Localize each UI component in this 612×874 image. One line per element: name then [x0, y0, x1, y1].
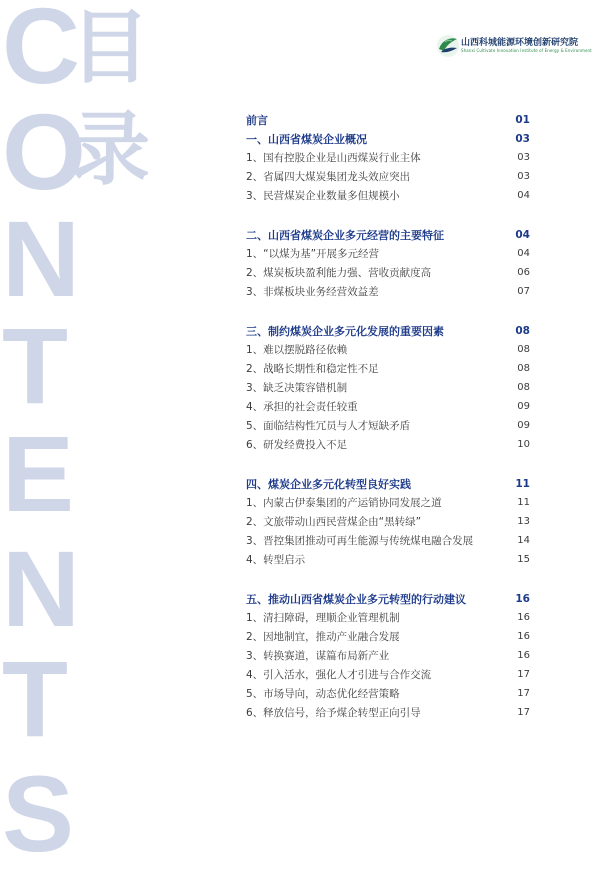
toc-item-label: 4、承担的社会责任较重 — [246, 401, 358, 413]
toc-section-3[interactable] — [246, 321, 530, 340]
toc-item-label: 1、“以煤为基”开展多元经营 — [246, 248, 380, 260]
toc-item-label: 6、研发经费投入不足 — [246, 439, 348, 451]
bg-letter-c: C — [2, 0, 80, 106]
bg-letter-s: S — [2, 753, 75, 874]
bg-letter-n2: N — [2, 528, 80, 649]
toc-section-title: 五、推动山西省煤炭企业多元转型的行动建议 — [246, 592, 466, 606]
toc-item[interactable] — [246, 148, 530, 167]
toc-item-label: 3、晋控集团推动可再生能源与传统煤电融合发展 — [246, 535, 474, 547]
toc-section-page: 04 — [515, 228, 530, 241]
toc-section-title: 二、山西省煤炭企业多元经营的主要特征 — [246, 228, 444, 242]
toc-item[interactable] — [246, 684, 530, 703]
toc-item-label: 3、非煤板块业务经营效益差 — [246, 286, 379, 298]
toc-item-page: 16 — [517, 631, 530, 642]
toc-item-label: 1、国有控股企业是山西煤炭行业主体 — [246, 152, 421, 164]
toc-item[interactable] — [246, 167, 530, 186]
toc-item[interactable] — [246, 282, 530, 301]
toc-item-page: 07 — [517, 286, 530, 297]
toc-item[interactable] — [246, 608, 530, 627]
toc-item-label: 2、因地制宜，推动产业融合发展 — [246, 631, 400, 643]
toc-item[interactable] — [246, 244, 530, 263]
toc-item-label: 4、转型启示 — [246, 554, 306, 566]
toc-item-label: 2、省属四大煤炭集团龙头效应突出 — [246, 171, 411, 183]
toc-item-page: 16 — [517, 612, 530, 623]
toc-section-title: 四、煤炭企业多元化转型良好实践 — [246, 477, 411, 491]
toc-item[interactable] — [246, 703, 530, 722]
bg-letter-t: T — [2, 305, 68, 426]
toc-section-page: 16 — [515, 592, 530, 605]
toc-item-page: 06 — [517, 267, 530, 278]
toc-item-label: 2、战略长期性和稳定性不足 — [246, 363, 379, 375]
toc-item[interactable] — [246, 665, 530, 684]
toc-item[interactable] — [246, 416, 530, 435]
bg-letter-o: O — [2, 91, 87, 212]
toc-item-page: 17 — [517, 688, 530, 699]
bg-letter-t2: T — [2, 638, 68, 759]
logo-name-en: Shanxi Cultivate Innovation Institute of Energy & Environment — [461, 48, 592, 53]
toc-item-page: 09 — [517, 401, 530, 412]
toc-item-page: 13 — [517, 516, 530, 527]
toc-item[interactable] — [246, 550, 530, 569]
toc-item-label: 1、难以摆脱路径依赖 — [246, 344, 348, 356]
toc-item-page: 14 — [517, 535, 530, 546]
toc-section-5[interactable] — [246, 589, 530, 608]
toc-item[interactable] — [246, 435, 530, 454]
toc-section-page: 11 — [515, 477, 530, 490]
toc-section-page: 03 — [515, 132, 530, 145]
toc-section-1[interactable] — [246, 129, 530, 148]
toc-preface[interactable] — [246, 110, 530, 129]
toc-section-2[interactable] — [246, 225, 530, 244]
toc-item-label: 5、面临结构性冗员与人才短缺矛盾 — [246, 420, 411, 432]
leaf-logo-icon — [436, 34, 460, 58]
toc-item-page: 17 — [517, 669, 530, 680]
toc-item-label: 3、民营煤炭企业数量多但规模小 — [246, 190, 400, 202]
bg-title-mu: 目 — [70, 1, 150, 94]
toc-item-label: 5、市场导向，动态优化经营策略 — [246, 688, 400, 700]
toc-item[interactable] — [246, 359, 530, 378]
toc-item-page: 09 — [517, 420, 530, 431]
toc-item-page: 04 — [517, 190, 530, 201]
toc-item-page: 08 — [517, 382, 530, 393]
toc-item[interactable] — [246, 627, 530, 646]
toc-item[interactable] — [246, 531, 530, 550]
bg-title-lu: 录 — [70, 103, 150, 196]
toc-item-page: 17 — [517, 707, 530, 718]
toc-section-title: 一、山西省煤炭企业概况 — [246, 132, 367, 146]
toc-item[interactable] — [246, 340, 530, 359]
toc-item[interactable] — [246, 186, 530, 205]
toc-item-page: 08 — [517, 344, 530, 355]
toc-item[interactable] — [246, 493, 530, 512]
toc-item[interactable] — [246, 378, 530, 397]
toc-item-label: 4、引入活水，强化人才引进与合作交流 — [246, 669, 432, 681]
bg-letter-n: N — [2, 198, 80, 319]
toc-item-page: 10 — [517, 439, 530, 450]
toc-item[interactable] — [246, 397, 530, 416]
toc-item-page: 03 — [517, 152, 530, 163]
toc-item-label: 1、内蒙古伊泰集团的产运销协同发展之道 — [246, 497, 442, 509]
toc-item[interactable] — [246, 512, 530, 531]
toc-item-label: 2、煤炭板块盈利能力强、营收贡献度高 — [246, 267, 432, 279]
toc-section-4[interactable] — [246, 474, 530, 493]
toc-item-label: 3、转换赛道，谋篇布局新产业 — [246, 650, 390, 662]
institute-logo — [436, 32, 592, 62]
toc-item-label: 3、缺乏决策容错机制 — [246, 382, 348, 394]
toc-section-page: 08 — [515, 324, 530, 337]
toc-item-page: 11 — [517, 497, 530, 508]
toc-item[interactable] — [246, 263, 530, 282]
toc-item-page: 16 — [517, 650, 530, 661]
bg-letter-e: E — [2, 413, 75, 534]
toc-item-page: 03 — [517, 171, 530, 182]
toc-section-title: 三、制约煤炭企业多元化发展的重要因素 — [246, 324, 444, 338]
toc-item[interactable] — [246, 646, 530, 665]
toc-item-page: 04 — [517, 248, 530, 259]
toc-item-label: 6、释放信号，给予煤企转型正向引导 — [246, 707, 421, 719]
toc-item-label: 1、清扫障碍，理顺企业管理机制 — [246, 612, 400, 624]
table-of-contents — [246, 110, 530, 722]
toc-preface-page: 01 — [515, 113, 530, 126]
logo-name-cn: 山西科城能源环境创新研究院 — [461, 38, 579, 48]
toc-item-page: 15 — [517, 554, 530, 565]
toc-preface-label: 前言 — [246, 113, 268, 127]
toc-item-page: 08 — [517, 363, 530, 374]
toc-item-label: 2、文旅带动山西民营煤企由“黑转绿” — [246, 516, 422, 528]
